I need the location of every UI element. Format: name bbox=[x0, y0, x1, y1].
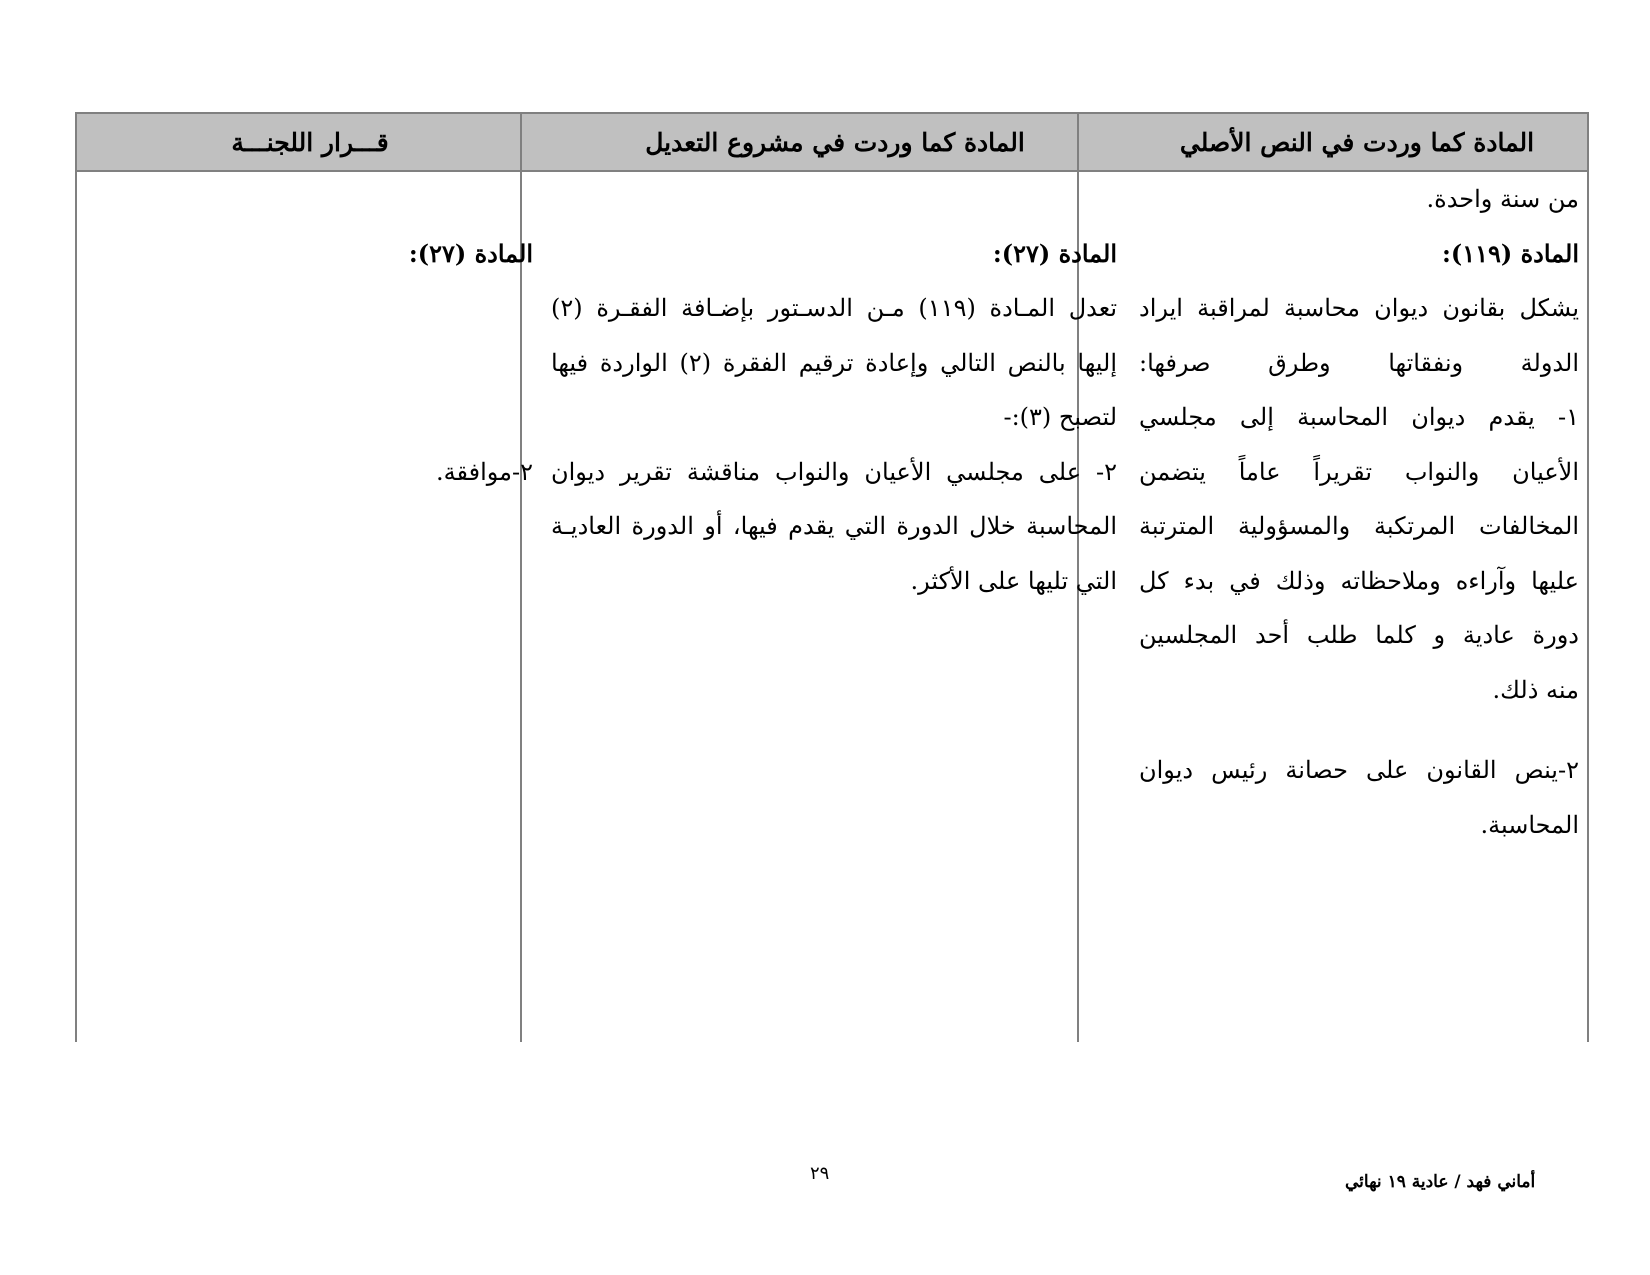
original-line: دورة عادية و كلما طلب أحد المجلسين bbox=[1139, 621, 1579, 649]
header-committee: قـــرار اللجنـــة bbox=[231, 127, 389, 157]
header-amendment: المادة كما وردت في مشروع التعديل bbox=[645, 127, 1025, 157]
amendment-line: إليها بالنص التالي وإعادة ترقيم الفقرة (٢) الواردة فيها bbox=[551, 348, 1117, 377]
original-line: المحاسبة. bbox=[1480, 810, 1579, 839]
comparison-table bbox=[75, 112, 1589, 1042]
original-line: عليها وآراءه وملاحظاته وذلك في بدء كل bbox=[1139, 566, 1579, 595]
table-body bbox=[77, 172, 1587, 1042]
original-line: الأعيان والنواب تقريراً عاماً يتضمن bbox=[1139, 457, 1579, 486]
original-line: ١- يقدم ديوان المحاسبة إلى مجلسي bbox=[1139, 403, 1579, 431]
original-line: يشكل بقانون ديوان محاسبة لمراقبة ايراد bbox=[1139, 294, 1579, 322]
amendment-line: التي تليها على الأكثر. bbox=[910, 566, 1117, 595]
committee-decision-cell bbox=[77, 172, 541, 1042]
amendment-text-cell bbox=[543, 172, 1125, 1042]
amendment-article-heading: المادة (٢٧): bbox=[992, 238, 1117, 268]
document-author-note: أماني فهد / عادية ١٩ نهائي bbox=[1345, 1172, 1536, 1192]
page-number: ٢٩ bbox=[810, 1163, 830, 1184]
amendment-line: ٢- على مجلسي الأعيان والنواب مناقشة تقرير ديوان bbox=[551, 457, 1117, 486]
original-text-cell bbox=[1131, 172, 1587, 1042]
original-line: الدولة ونفقاتها وطرق صرفها: bbox=[1139, 348, 1579, 377]
original-line: المخالفات المرتكبة والمسؤولية المترتبة bbox=[1139, 512, 1579, 540]
original-line: ٢-ينص القانون على حصانة رئيس ديوان bbox=[1139, 756, 1579, 784]
committee-article-heading: المادة (٢٧): bbox=[408, 238, 533, 268]
amendment-line: تعدل المـادة (١١٩) مـن الدسـتور بإضـافة الفقـرة (٢) bbox=[551, 294, 1117, 322]
amendment-line: المحاسبة خلال الدورة التي يقدم فيها، أو الدورة العاديـة bbox=[551, 512, 1117, 540]
header-original: المادة كما وردت في النص الأصلي bbox=[1179, 127, 1535, 157]
original-line: من سنة واحدة. bbox=[1426, 185, 1579, 213]
original-article-heading: المادة (١١٩): bbox=[1441, 238, 1579, 268]
original-line: منه ذلك. bbox=[1492, 675, 1579, 704]
committee-decision: ٢-موافقة. bbox=[435, 457, 533, 486]
table-header bbox=[77, 114, 1587, 172]
amendment-line: لتصبح (٣):- bbox=[1003, 403, 1117, 431]
